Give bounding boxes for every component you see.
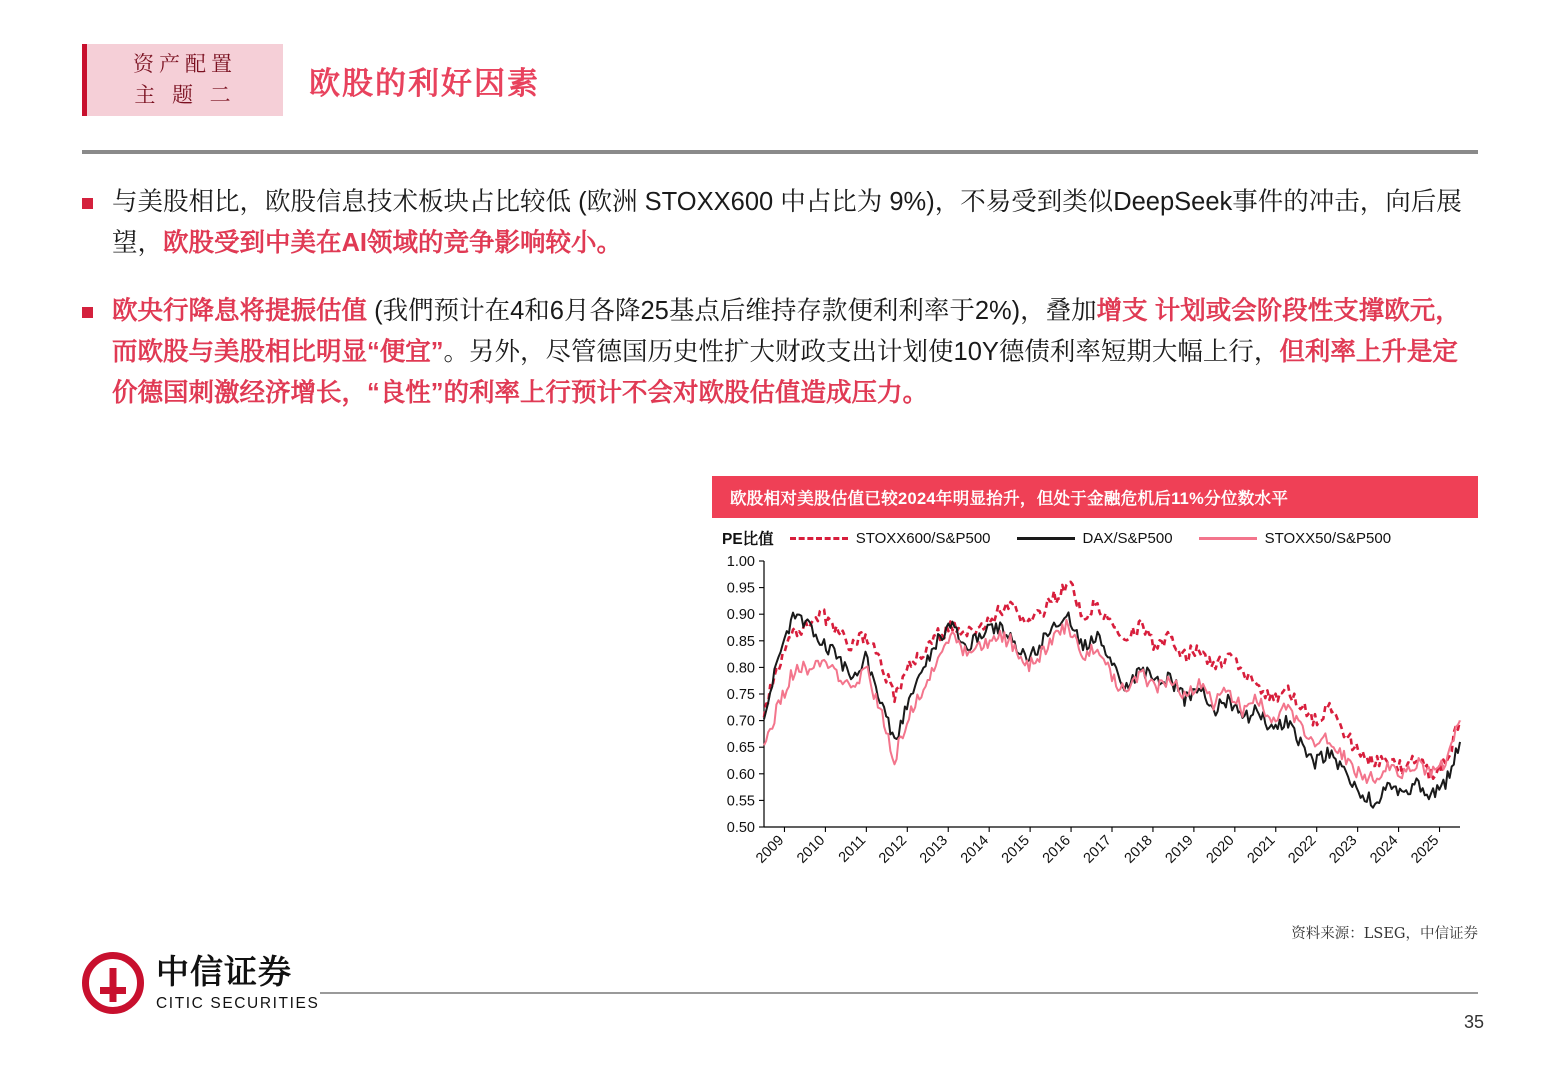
legend-label-2: DAX/S&P500 xyxy=(1082,529,1173,547)
svg-text:2016: 2016 xyxy=(1039,832,1074,867)
chart-legend xyxy=(712,518,1478,553)
bullet-list xyxy=(82,182,1482,440)
bullet-2-seg-5: 但利率上升是定价德国刺激经济增长，“良性”的利率上行预计不会对欧股估值造成压力。 xyxy=(112,337,1458,408)
svg-text:0.65: 0.65 xyxy=(726,740,755,757)
svg-text:2019: 2019 xyxy=(1162,832,1197,867)
chart-source: 资料来源：LSEG，中信证券 xyxy=(1291,926,1478,942)
svg-text:2022: 2022 xyxy=(1285,832,1320,867)
svg-text:2020: 2020 xyxy=(1203,832,1238,867)
citic-logo-icon xyxy=(82,952,144,1014)
legend-label-1: STOXX600/S&P500 xyxy=(855,529,991,547)
legend-item-dax xyxy=(1017,530,1173,547)
svg-text:2009: 2009 xyxy=(753,832,788,867)
legend-swatch-pink-icon xyxy=(1199,537,1257,540)
svg-text:2012: 2012 xyxy=(875,832,911,867)
header-divider xyxy=(82,150,1478,154)
svg-text:0.70: 0.70 xyxy=(726,713,755,730)
logo-text xyxy=(156,954,319,1011)
svg-text:0.55: 0.55 xyxy=(726,793,755,810)
svg-text:0.95: 0.95 xyxy=(726,580,755,597)
bullet-marker-icon xyxy=(82,198,93,209)
page-number: 35 xyxy=(1463,1012,1484,1032)
bullet-item xyxy=(82,291,1482,415)
chart-container xyxy=(712,476,1478,918)
svg-text:2024: 2024 xyxy=(1367,832,1402,867)
svg-text:0.50: 0.50 xyxy=(726,820,755,836)
bullet-2-seg-3: 增支 计划或会阶段性支撑欧元，而欧股与美股相比明显“便宜” xyxy=(112,296,1461,366)
bullet-1-seg-1: 与美股相比，欧股信息技术板块占比较低 (欧洲 STOXX600 中占比为 9%)，不易受到类似DeepSeek事件的冲击，向后展望， xyxy=(112,188,1462,258)
footer-divider xyxy=(320,992,1478,994)
logo-name-en: CITIC SECURITIES xyxy=(156,994,320,1012)
svg-text:2015: 2015 xyxy=(998,832,1033,867)
header-tag xyxy=(82,44,283,116)
logo-name-cn: 中信证券 xyxy=(156,952,292,992)
svg-text:2014: 2014 xyxy=(957,832,993,867)
header-tag-line2: 主 题 二 xyxy=(134,83,236,107)
bullet-text-2 xyxy=(112,291,1482,415)
svg-text:2013: 2013 xyxy=(916,832,952,867)
svg-text:0.90: 0.90 xyxy=(726,607,755,624)
bullet-1-seg-2: 欧股受到中美在AI领域的竞争影响较小。 xyxy=(163,229,623,258)
bullet-item xyxy=(82,182,1482,265)
svg-text:2017: 2017 xyxy=(1080,832,1115,867)
company-logo xyxy=(82,952,319,1014)
chart-ylabel: PE比值 xyxy=(722,531,774,548)
bullet-2-seg-1: 欧央行降息将提振估值 xyxy=(112,296,368,325)
chart-title: 欧股相对美股估值已较2024年明显抬升，但处于金融危机后11%分位数水平 xyxy=(712,476,1478,518)
svg-text:2023: 2023 xyxy=(1326,832,1361,867)
bullet-2-seg-2: (我們预计在4和6月各降25基点后维持存款便利利率于2%)，叠加 xyxy=(367,296,1097,325)
bullet-2-seg-4: 。另外，尽管德国历史性扩大财政支出计划使10Y德债利率短期大幅上行， xyxy=(443,337,1280,366)
slide-header xyxy=(82,44,540,116)
legend-label-3: STOXX50/S&P500 xyxy=(1264,529,1392,547)
legend-item-stoxx50 xyxy=(1199,530,1391,547)
chart-body xyxy=(712,518,1478,918)
bullet-marker-icon xyxy=(82,307,93,318)
svg-text:2011: 2011 xyxy=(835,832,870,866)
legend-swatch-black-icon xyxy=(1017,537,1075,540)
svg-text:2010: 2010 xyxy=(794,832,829,867)
chart-svg xyxy=(712,555,1472,895)
svg-text:0.85: 0.85 xyxy=(726,633,755,650)
svg-text:0.80: 0.80 xyxy=(726,660,755,677)
svg-text:0.60: 0.60 xyxy=(726,766,755,783)
svg-text:1.00: 1.00 xyxy=(726,555,755,570)
svg-text:0.75: 0.75 xyxy=(726,687,755,703)
svg-text:2021: 2021 xyxy=(1244,832,1279,867)
header-tag-line1: 资产配置 xyxy=(133,51,237,76)
legend-item-stoxx600 xyxy=(790,530,991,547)
page-title: 欧股的利好因素 xyxy=(309,65,540,102)
chart-plot-area xyxy=(712,555,1472,867)
bullet-text-1 xyxy=(112,182,1482,265)
svg-text:2018: 2018 xyxy=(1121,832,1156,867)
legend-swatch-dashed-icon xyxy=(790,537,848,540)
svg-text:2025: 2025 xyxy=(1408,832,1443,867)
